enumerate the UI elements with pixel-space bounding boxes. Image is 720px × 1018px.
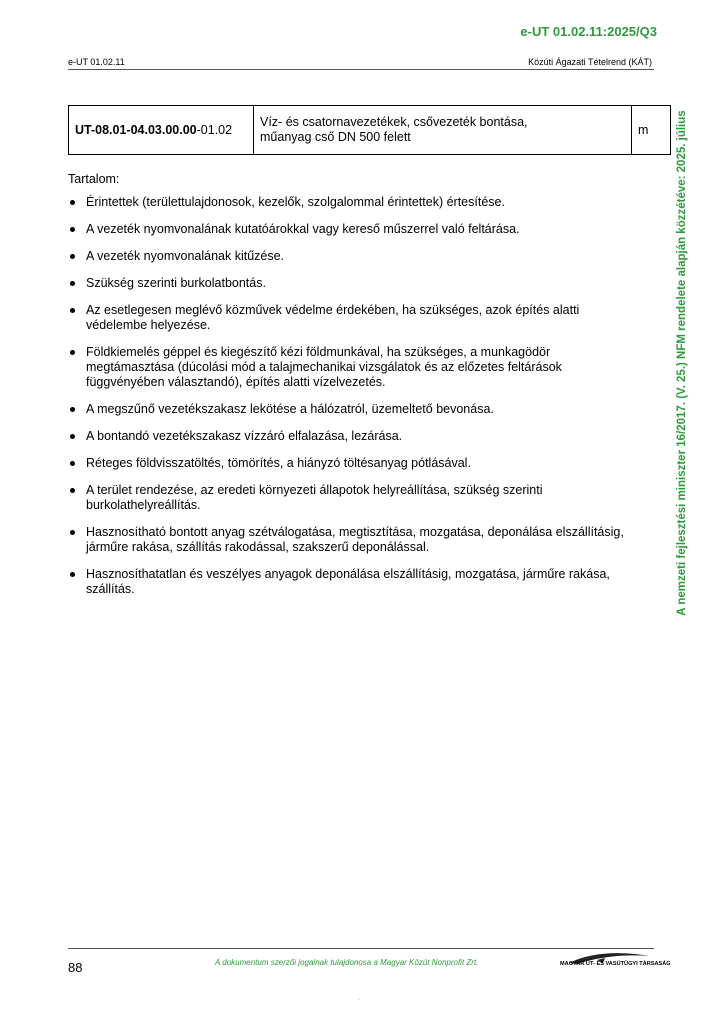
list-item: A megszűnő vezetékszakasz lekötése a hálózatról, üzemeltető bevonása. xyxy=(68,402,628,417)
footer-divider xyxy=(68,948,654,949)
logo-text: MAGYAR ÚT- ÉS VASÚTÜGYI TÁRSASÁG xyxy=(560,961,671,967)
item-code-suffix: -01.02 xyxy=(196,123,233,137)
item-unit-cell: m xyxy=(632,106,671,155)
footer-dot: . xyxy=(358,996,360,1002)
list-item: A bontandó vezetékszakasz vízzáró elfalazása, lezárása. xyxy=(68,429,628,444)
item-row xyxy=(69,106,671,155)
list-item: A vezeték nyomvonalának kutatóárokkal vagy kereső műszerrel való feltárása. xyxy=(68,222,628,237)
content-label: Tartalom: xyxy=(68,172,120,186)
list-item: Hasznosíthatatlan és veszélyes anyagok deponálása elszállításig, mozgatása, járműre rakása, szállítás. xyxy=(68,567,628,597)
list-item: A terület rendezése, az eredeti környezeti állapotok helyreállítása, szükség szerinti burkolathelyreállítás. xyxy=(68,483,628,513)
list-item: Hasznosítható bontott anyag szétválogatása, megtisztítása, mozgatása, deponálása elszállításig, járműre rakása, szállítás rakodással, szakszerű deponálással. xyxy=(68,525,628,555)
side-note: A nemzeti fejlesztési miniszter 16/2017. (V. 25.) NFM rendelete alapján közzétéve: 2025. július xyxy=(676,110,688,616)
list-item: Az esetlegesen meglévő közművek védelme érdekében, ha szükséges, azok építés alatti védelembe helyezése. xyxy=(68,303,628,333)
list-item: Földkiemelés géppel és kiegészítő kézi földmunkával, ha szükséges, a munkagödör megtámasztása (dúcolási mód a talajmechanikai vizsgálatok és az előzetes feltárások függvényében választandó), építés alatti vízelvezetés. xyxy=(68,345,628,390)
item-description-cell xyxy=(254,106,632,155)
doc-code: e-UT 01.02.11:2025/Q3 xyxy=(520,24,657,39)
list-item: A vezeték nyomvonalának kitűzése. xyxy=(68,249,628,264)
item-code-cell xyxy=(69,106,254,155)
list-item: Réteges földvisszatöltés, tömörítés, a hiányzó töltésanyag pótlásával. xyxy=(68,456,628,471)
page-number: 88 xyxy=(68,960,83,975)
header-left: e-UT 01.02.11 xyxy=(68,57,125,67)
copyright-notice: A dokumentum szerzői jogainak tulajdonosa a Magyar Közút Nonprofit Zrt. xyxy=(215,958,479,967)
list-item: Érintettek (területtulajdonosok, kezelők, szolgalommal érintettek) értesítése. xyxy=(68,195,628,210)
side-note-wrapper xyxy=(674,95,694,631)
content-list xyxy=(68,195,628,609)
item-table xyxy=(68,105,671,155)
header-right: Közúti Ágazati Tételrend (KÁT) xyxy=(528,57,652,67)
list-item: Szükség szerinti burkolatbontás. xyxy=(68,276,628,291)
item-code: UT-08.01-04.03.00.00 xyxy=(75,123,197,137)
item-description-line2: műanyag cső DN 500 felett xyxy=(260,130,411,144)
header-divider xyxy=(68,69,654,70)
item-description-line1: Víz- és csatornavezetékek, csővezeték bontása, xyxy=(260,115,528,129)
